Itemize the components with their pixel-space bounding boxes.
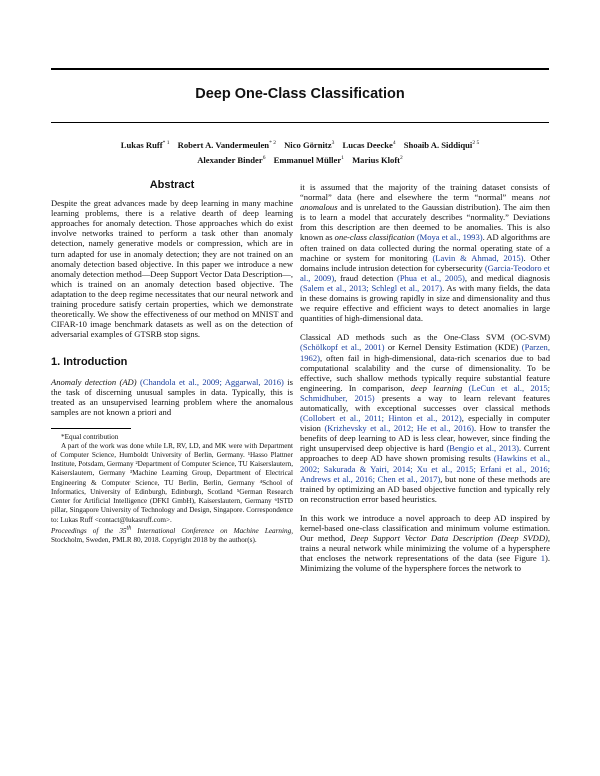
title-bottom-rule [51,122,549,123]
section-heading-introduction: 1. Introduction [51,356,128,369]
author: Marius Kloft$^2$ [352,154,403,165]
citation-link[interactable]: (Chandola et al., 2009; Aggarwal, 2016) [139,376,284,387]
citation-link[interactable]: (Lavin & Ahmad, 2015) [432,252,524,263]
citation-link[interactable]: (Collobert et al., 2011; Hinton et al., 2012) [300,413,462,424]
footnote-affiliations: A part of the work was done while LR, RV, LD, and MK were with Department of Computer Science, Humboldt University of Berlin, Germany. ¹Hasso Plattner Institute, Potsdam, Germany ²Department of Computer Science, TU Kaiserslautern, Kaiserslautern, Germany ³Machine Learning Group, Department of Electrical Engineering & Computer Science, TU Berlin, Berlin, Germany ⁴School of Informatics, University of Edinburgh, Edinburgh, Scotland ⁵German Research Center for Artificial Intelligence (DFKI GmbH), Kaiserslautern, Germany ⁶ISTD pillar, Singapore University of Technology and Design, Singapore. Correspondence to: Lukas Ruff <contact@lukasruff.com>. [51,441,293,524]
footnote-rule [51,428,131,429]
author: Shoaib A. Siddiqui$^{2 5}$ [403,139,480,150]
citation-link[interactable]: (Bengio et al., 2013) [446,443,519,454]
author-line-2 [51,152,549,167]
abstract-text: Despite the great advances made by deep learning in many machine learning problems, there is a relative dearth of deep learning approaches for anomaly detection. Those approaches which do exist involve networks trained to perform a task other than anomaly detection, namely generative models or compression, which are in turn adapted for use in anomaly detection; they are not trained on an anomaly detection based objective. In this paper we introduce a new anomaly detection method—Deep Support Vector Data Description—, which is trained on an anomaly detection based objective. The adaptation to the deep regime necessitates that our neural network and training procedure satisfy certain properties, which we demonstrate theoretically. We show the effectiveness of our method on MNIST and CIFAR-10 image benchmark datasets as well as on the detection of adversarial examples of GTSRB stop signs. [51,198,293,340]
citation-link[interactable]: (Salem et al., 2013; Schlegl et al., 2017) [300,282,443,293]
author-list [51,137,549,167]
author: Nico Görnitz$^3$ [284,139,335,150]
body-paragraph-1: it is assumed that the majority of the training dataset consists of “normal” data (here and elsewhere the term “normal” means not anomalous and is unrelated to the Gaussian distribution). The aim then is to learn a model that accurately describes “normality.” Deviations from this description are then deemed to be anomalies. This is also known as one-class classification (Moya et al., 1993). AD algorithms are often trained on data collected during the normal operating state of a machine or system for monitoring (Lavin & Ahmad, 2015). Other domains include intrusion detection for cybersecurity (Garcia-Teodoro et al., 2009), fraud detection (Phua et al., 2005), and medical diagnosis (Salem et al., 2013; Schlegl et al., 2017). As with many fields, the data in these domains is growing rapidly in size and dimensionality and thus we require effective and efficient ways to detect anomalies in large quantities of high-dimensional data. [300,182,551,324]
author: Lukas Ruff$^{* 1}$ [120,139,170,150]
author: Alexander Binder$^6$ [197,154,266,165]
footnote-proceedings: Proceedings of the 35th International Conference on Machine Learning, Stockholm, Sweden, PMLR 80, 2018. Copyright 2018 by the author(s). [51,525,293,545]
figure-reference-link[interactable]: 1 [540,553,546,564]
citation-link[interactable]: (Phua et al., 2005) [397,272,465,283]
citation-link[interactable]: (Krizhevsky et al., 2012; He et al., 2016) [324,423,474,434]
citation-link[interactable]: (Parzen, 1962) [300,342,550,363]
title-top-rule [51,68,549,70]
body-paragraph-2: Classical AD methods such as the One-Class SVM (OC-SVM) (Schölkopf et al., 2001) or Kernel Density Estimation (KDE) (Parzen, 1962), often fail in high-dimensional, data-rich scenarios due to bad computational scalability and the curse of dimensionality. To be effective, such shallow methods typically require substantial feature engineering. In comparison, deep learning (LeCun et al., 2015; Schmidhuber, 2015) presents a way to learn relevant features automatically, with exceptional successes over classical methods (Collobert et al., 2011; Hinton et al., 2012), especially in computer vision (Krizhevsky et al., 2012; He et al., 2016). How to transfer the benefits of deep learning to AD is less clear, however, since finding the right unsupervised deep objective is hard (Bengio et al., 2013). Current approaches to deep AD have shown promising results (Hawkins et al., 2002; Sakurada & Yairi, 2014; Xu et al., 2015; Erfani et al., 2016; Andrews et al., 2016; Chen et al., 2017), but none of these methods are trained by optimizing an AD based objective function and typically rely on reconstruction error based heuristics. [300,332,551,504]
abstract-heading: Abstract [149,179,195,191]
citation-link[interactable]: (Schölkopf et al., 2001) [300,342,385,353]
citation-link[interactable]: (Garcia-Teodoro et al., 2009) [300,262,550,283]
right-column [300,182,550,573]
citation-link[interactable]: (LeCun et al., 2015; Schmidhuber, 2015) [300,382,550,403]
citation-link[interactable]: (Hawkins et al., 2002; Sakurada & Yairi, 2014; Xu et al., 2015; Erfani et al., 2016; Andrews et al., 2016; Chen et al., 2017) [300,453,551,484]
author: Emmanuel Müller$^1$ [273,154,344,165]
author: Robert A. Vandermeulen$^{* 2}$ [177,139,276,150]
author: Lucas Deecke$^4$ [342,139,396,150]
left-column [51,180,293,546]
intro-paragraph: Anomaly detection (AD) (Chandola et al., 2009; Aggarwal, 2016) is the task of discerning unusual samples in data. Typically, this is treated as an unsupervised learning problem where the anomalous samples are not known a priori and [51,376,293,417]
citation-link[interactable]: (Moya et al., 1993) [416,232,483,243]
paper-title: Deep One-Class Classification [195,86,405,102]
author-line-1 [51,137,549,152]
footnote-equal-contribution: *Equal contribution [61,432,119,441]
body-paragraph-3: In this work we introduce a novel approach to deep AD inspired by kernel-based one-class classification and minimum volume estimation. Our method, Deep Support Vector Data Description (Deep SVDD), trains a neural network while minimizing the volume of a hypersphere that encloses the network representations of the data (see Figure 1). Minimizing the volume of the hypersphere forces the network to [300,512,550,574]
